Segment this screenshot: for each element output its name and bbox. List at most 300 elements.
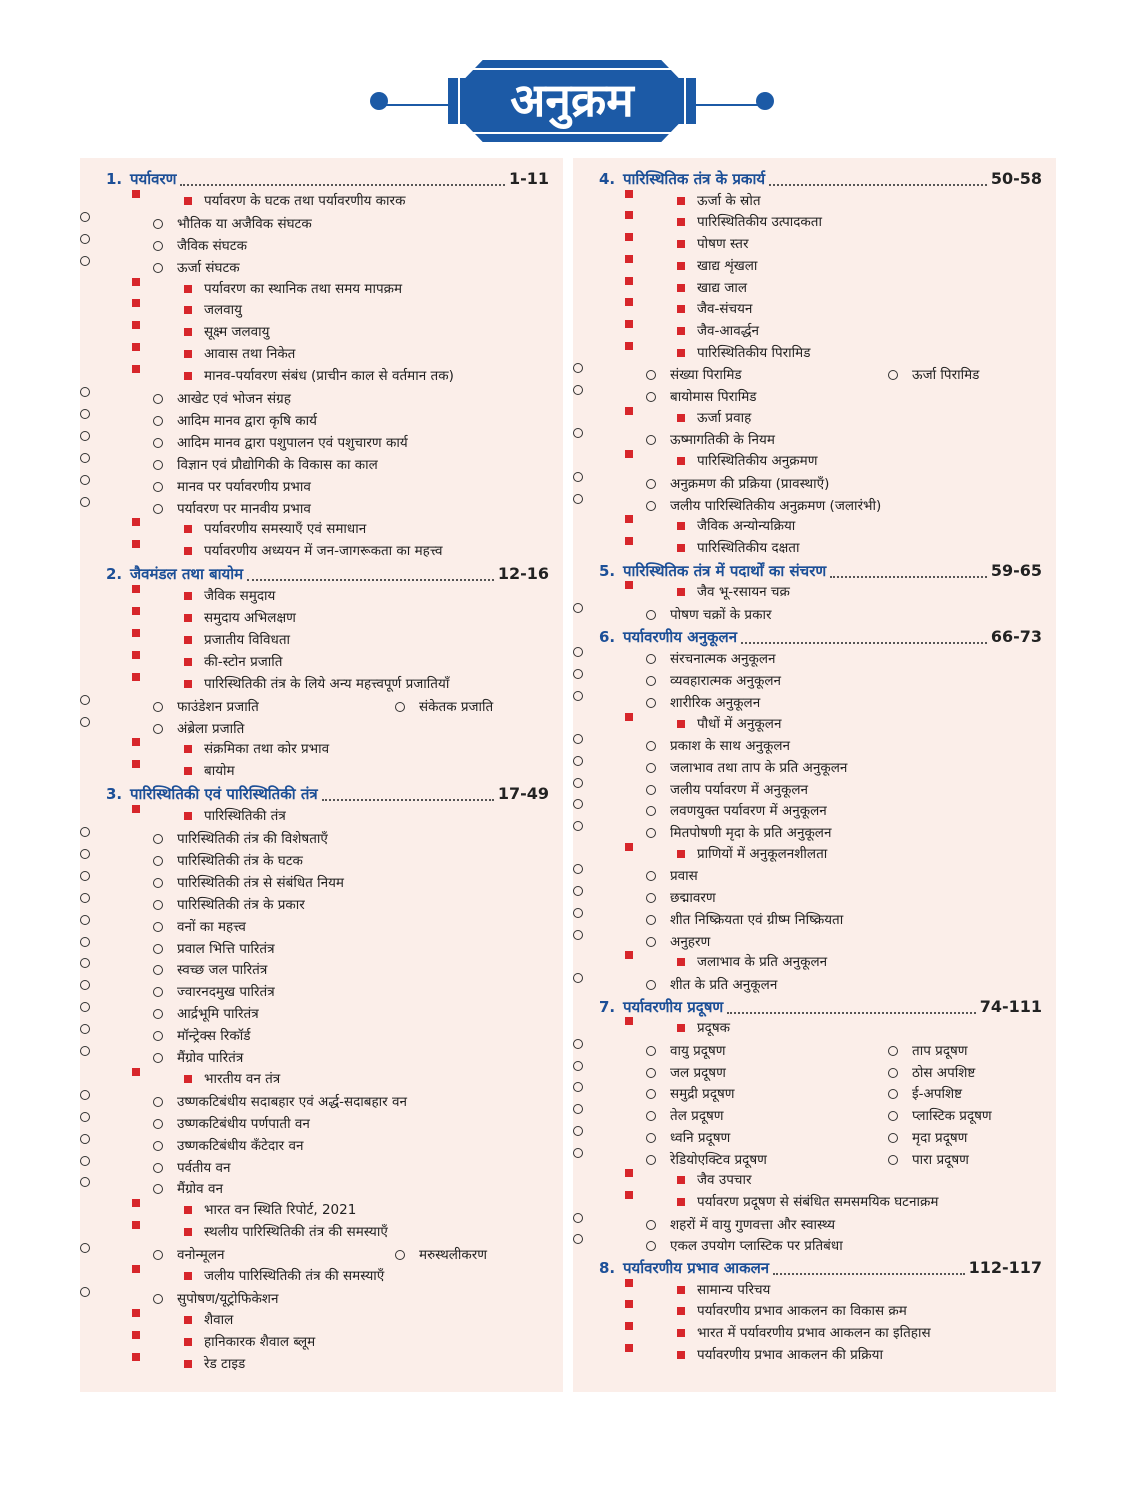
toc-item — [625, 1191, 939, 1210]
toc-item — [80, 717, 245, 737]
chapter-number: 5. — [599, 561, 616, 580]
toc-item — [625, 843, 828, 862]
toc-item-label: पर्यावरण का स्थानिक तथा समय मापक्रम — [204, 280, 403, 297]
toc-item — [132, 540, 443, 560]
chapter-title[interactable]: पारिस्थितिक तंत्र में पदार्थों का संचरण — [623, 561, 827, 580]
chapter-title[interactable]: पर्यावरणीय प्रभाव आकलन — [623, 1259, 770, 1277]
toc-item — [625, 342, 811, 361]
toc-item — [625, 1344, 883, 1363]
bullet-circle-icon — [153, 1163, 163, 1173]
toc-subitem-label: वनोन्मूलन — [177, 1247, 225, 1264]
toc-item-label: जलवायु — [204, 302, 243, 319]
chapter-title[interactable]: पर्यावरणीय प्रदूषण — [623, 997, 724, 1016]
toc-item — [132, 1353, 246, 1372]
bullet-square-icon — [677, 1286, 685, 1294]
toc-item-label: पौधों में अनुकूलन — [697, 715, 782, 732]
toc-item — [80, 980, 275, 1001]
toc-item-label: पारिस्थितिकीय पिरामिड — [697, 344, 811, 361]
chapter-pages: 66-73 — [990, 626, 1042, 646]
chapter-pages: 59-65 — [990, 560, 1042, 580]
toc-subitem-label: भौतिक या अजैविक संघटक — [177, 215, 312, 232]
toc-item — [80, 695, 494, 715]
toc-item — [573, 821, 832, 841]
leader-dots — [830, 576, 987, 578]
toc-item — [573, 385, 757, 405]
toc-subitem-label: सुपोषण/यूट्रोफिकेशन — [177, 1290, 279, 1307]
bullet-square-icon — [677, 457, 685, 465]
bullet-square-icon — [184, 372, 192, 380]
toc-item — [625, 581, 790, 601]
bullet-circle-icon — [646, 871, 656, 881]
leader-dots — [773, 1273, 965, 1275]
toc-item-label: भारत वन स्थिति रिपोर्ट, 2021 — [204, 1202, 357, 1219]
bullet-circle-icon — [153, 1097, 163, 1107]
toc-item-label: ऊर्जा के स्रोत — [697, 192, 761, 209]
toc-subitem-label: आदिम मानव द्वारा पशुपालन एवं पशुचारण कार्य — [177, 434, 408, 451]
toc-item — [573, 1039, 968, 1059]
bullet-square-icon — [677, 262, 685, 270]
bullet-circle-icon — [153, 987, 163, 997]
toc-item — [573, 1234, 843, 1255]
toc-item — [132, 518, 367, 538]
bullet-circle-icon — [888, 1133, 898, 1143]
bullet-circle-icon — [646, 1220, 656, 1230]
toc-subitem-label: पारा प्रदूषण — [912, 1151, 969, 1168]
toc-item — [573, 886, 716, 907]
toc-item — [80, 1024, 251, 1045]
toc-item — [80, 1002, 259, 1023]
toc-item — [625, 298, 753, 318]
toc-item — [573, 603, 772, 623]
page-title: अनुक्रम — [510, 73, 634, 127]
bullet-circle-icon — [646, 479, 656, 489]
toc-item — [80, 1243, 488, 1264]
bullet-circle-icon — [153, 1031, 163, 1041]
bullet-circle-icon — [153, 438, 163, 448]
toc-item-label: ऊर्जा प्रवाह — [697, 409, 752, 426]
toc-item-label: जैव-आवर्द्धन — [697, 322, 759, 339]
toc-item-label: पर्यावरणीय अध्ययन में जन-जागरूकता का महत्त्व — [204, 543, 443, 560]
bullet-circle-icon — [153, 1294, 163, 1304]
toc-item — [625, 1017, 731, 1037]
toc-item — [80, 827, 328, 847]
toc-subitem-label: प्रवास — [670, 868, 698, 885]
bullet-circle-icon — [646, 1241, 656, 1251]
toc-item — [80, 1177, 223, 1198]
toc-item — [625, 277, 748, 296]
chapter-title[interactable]: पर्यावरणीय अनुकूलन — [623, 627, 738, 646]
toc-item-label: भारतीय वन तंत्र — [204, 1070, 281, 1087]
bullet-square-icon — [184, 1360, 192, 1368]
toc-item-label: पर्यावरण के घटक तथा पर्यावरणीय कारक — [204, 192, 406, 209]
toc-item — [132, 343, 296, 363]
bullet-square-icon — [677, 720, 685, 728]
chapter-number: 8. — [599, 1259, 616, 1277]
toc-item — [80, 937, 275, 957]
bullet-circle-icon — [646, 785, 656, 795]
chapter-number: 2. — [106, 565, 123, 584]
toc-item — [80, 1134, 304, 1154]
toc-item — [625, 1169, 752, 1189]
contents-column-right — [573, 158, 1056, 1392]
bullet-square-icon — [677, 327, 685, 335]
bullet-circle-icon — [395, 702, 405, 712]
bullet-circle-icon — [153, 965, 163, 975]
bullet-square-icon — [677, 349, 685, 357]
toc-item — [625, 515, 796, 535]
toc-subitem-label: फाउंडेशन प्रजाति — [177, 698, 259, 715]
toc-item — [573, 1213, 836, 1233]
toc-item — [132, 299, 243, 319]
toc-item — [80, 431, 408, 451]
chapter-row[interactable] — [573, 1257, 1056, 1279]
toc-subitem-label: मैंग्रोव वन — [177, 1181, 223, 1198]
toc-item — [573, 1104, 992, 1125]
leader-dots — [769, 184, 987, 186]
toc-subitem-label: जैविक संघटक — [177, 237, 247, 254]
bullet-circle-icon — [646, 828, 656, 838]
bullet-square-icon — [184, 1206, 192, 1214]
toc-subitem-label: तेल प्रदूषण — [670, 1108, 724, 1125]
toc-item — [625, 255, 758, 274]
bullet-square-icon — [184, 614, 192, 622]
toc-item-label: खाद्य जाल — [697, 279, 748, 296]
toc-item — [573, 908, 844, 928]
toc-item-label: समुदाय अभिलक्षण — [204, 610, 296, 626]
toc-subitem-label: मानव पर पर्यावरणीय प्रभाव — [177, 478, 311, 495]
bullet-square-icon — [677, 240, 685, 248]
toc-item — [625, 211, 822, 231]
toc-item — [132, 321, 270, 341]
chapter-number: 1. — [106, 170, 123, 188]
contents-column-left — [80, 158, 563, 1392]
toc-subitem-label: आर्द्रभूमि पारितंत्र — [177, 1006, 259, 1023]
bullet-square-icon — [184, 350, 192, 358]
bullet-square-icon — [184, 525, 192, 533]
bullet-circle-icon — [153, 702, 163, 712]
toc-item-label: पर्यावरणीय प्रभाव आकलन का विकास क्रम — [697, 1303, 907, 1320]
toc-item — [573, 973, 778, 993]
toc-item — [573, 494, 882, 514]
toc-item — [132, 607, 296, 626]
toc-item — [625, 537, 800, 556]
bullet-circle-icon — [153, 856, 163, 866]
toc-subitem-label: जलाभाव तथा ताप के प्रति अनुकूलन — [670, 759, 848, 776]
toc-item — [80, 1287, 279, 1307]
bullet-square-icon — [184, 285, 192, 293]
toc-item — [573, 799, 827, 820]
bullet-circle-icon — [153, 263, 163, 273]
toc-subitem-label: पारिस्थितिकी तंत्र के प्रकार — [177, 896, 305, 913]
bullet-square-icon — [677, 197, 685, 205]
bullet-circle-icon — [153, 1119, 163, 1129]
chapter-title[interactable]: पारिस्थितिकी एवं पारिस्थितिकी तंत्र — [130, 785, 318, 804]
toc-subitem-label: वायु प्रदूषण — [670, 1043, 726, 1059]
banner-knob-right — [756, 92, 774, 110]
toc-item — [80, 234, 247, 254]
leader-dots — [727, 1012, 976, 1014]
toc-subitem-label: लवणयुक्त पर्यावरण में अनुकूलन — [670, 803, 827, 820]
toc-subitem-label: रेडियोएक्टिव प्रदूषण — [670, 1151, 767, 1168]
toc-item — [80, 1046, 244, 1066]
toc-item — [80, 387, 291, 407]
toc-item — [625, 190, 761, 209]
bullet-square-icon — [677, 1198, 685, 1206]
bullet-circle-icon — [646, 1089, 656, 1099]
toc-subitem-label: संख्या पिरामिड — [670, 367, 742, 384]
bullet-circle-icon — [646, 1111, 656, 1121]
chapter-pages: 12-16 — [497, 564, 549, 584]
bullet-circle-icon — [646, 370, 656, 380]
bullet-square-icon — [184, 680, 192, 688]
toc-item — [132, 1199, 357, 1219]
toc-subitem-label: ध्वनि प्रदूषण — [670, 1129, 731, 1146]
toc-subitem-label: ऊष्मागतिकी के नियम — [670, 432, 775, 449]
toc-item — [132, 629, 291, 648]
toc-subitem-label: पर्वतीय वन — [177, 1159, 231, 1176]
toc-item — [573, 647, 776, 668]
toc-item — [573, 363, 980, 384]
toc-item — [132, 1068, 281, 1087]
toc-subitem-label: संरचनात्मक अनुकूलन — [670, 651, 776, 668]
bullet-circle-icon — [153, 504, 163, 514]
toc-item-label: प्रजातीय विविधता — [204, 631, 291, 648]
bullet-circle-icon — [646, 806, 656, 816]
bullet-circle-icon — [153, 219, 163, 229]
toc-item-label: जैविक समुदाय — [204, 588, 276, 605]
bullet-square-icon — [184, 306, 192, 314]
bullet-circle-icon — [646, 1155, 656, 1165]
bullet-circle-icon — [153, 241, 163, 251]
toc-item — [132, 365, 454, 385]
toc-item — [625, 233, 749, 253]
toc-subitem-label: अनुक्रमण की प्रक्रिया (प्रावस्थाएँ) — [670, 475, 830, 492]
chapter-row[interactable] — [80, 783, 563, 805]
toc-item-label: रेड टाइड — [204, 1355, 246, 1372]
bullet-circle-icon — [646, 698, 656, 708]
toc-item — [80, 1112, 310, 1132]
bullet-square-icon — [184, 328, 192, 336]
toc-item — [132, 1265, 385, 1284]
bullet-square-icon — [184, 812, 192, 820]
toc-item-label: पर्यावरणीय समस्याएँ एवं समाधान — [204, 521, 367, 538]
toc-item-label: स्थलीय पारिस्थितिकी तंत्र की समस्याएँ — [204, 1224, 388, 1241]
bullet-circle-icon — [646, 501, 656, 511]
toc-subitem-label: छद्मावरण — [670, 890, 716, 907]
chapter-title[interactable]: पारिस्थितिक तंत्र के प्रकार्य — [623, 170, 766, 188]
chapter-row[interactable] — [573, 626, 1056, 648]
bullet-circle-icon — [888, 1155, 898, 1165]
toc-item — [573, 778, 809, 798]
bullet-circle-icon — [888, 1046, 898, 1056]
toc-item-label: पारिस्थितिकी तंत्र — [204, 808, 286, 825]
chapter-row[interactable] — [80, 168, 563, 190]
toc-item — [80, 958, 268, 979]
bullet-square-icon — [184, 1338, 192, 1346]
toc-subitem-label: ऊर्जा संघटक — [177, 259, 240, 276]
bullet-square-icon — [677, 522, 685, 530]
toc-item-label: पारिस्थितिकीय अनुक्रमण — [697, 453, 818, 470]
toc-subitem-label: समुद्री प्रदूषण — [670, 1086, 735, 1103]
bullet-circle-icon — [888, 370, 898, 380]
toc-subitem-label: उष्णकटिबंधीय पर्णपाती वन — [177, 1115, 310, 1132]
toc-subitem-label: मैंग्रोव पारितंत्र — [177, 1050, 244, 1066]
bullet-square-icon — [184, 1228, 192, 1236]
bullet-square-icon — [677, 588, 685, 596]
toc-subitem-label: एकल उपयोग प्लास्टिक पर प्रतिबंधा — [670, 1238, 843, 1255]
bullet-circle-icon — [646, 893, 656, 903]
bullet-square-icon — [677, 1329, 685, 1337]
toc-subitem-label: ऊर्जा पिरामिड — [912, 367, 980, 384]
toc-subitem-label: ई-अपशिष्ट — [912, 1086, 963, 1103]
bullet-circle-icon — [153, 1141, 163, 1151]
toc-subitem-label: मरुस्थलीकरण — [419, 1247, 488, 1264]
bullet-square-icon — [677, 414, 685, 422]
toc-item-label: शैवाल — [204, 1311, 234, 1328]
toc-subitem-label: व्यवहारात्मक अनुकूलन — [670, 673, 781, 690]
toc-subitem-label: मितपोषणी मृदा के प्रति अनुकूलन — [670, 825, 832, 841]
toc-item-label: सूक्ष्म जलवायु — [204, 324, 270, 341]
toc-item — [132, 805, 286, 825]
toc-item — [80, 849, 303, 869]
toc-item — [80, 1156, 231, 1176]
bullet-circle-icon — [153, 1009, 163, 1019]
bullet-square-icon — [184, 636, 192, 644]
toc-item — [132, 585, 276, 605]
toc-item — [573, 734, 791, 755]
bullet-square-icon — [184, 547, 192, 555]
toc-item — [132, 651, 283, 670]
toc-subitem-label: पारिस्थितिकी तंत्र के घटक — [177, 852, 303, 869]
bullet-circle-icon — [153, 878, 163, 888]
chapter-pages: 50-58 — [990, 169, 1042, 188]
bullet-circle-icon — [153, 416, 163, 426]
bullet-circle-icon — [646, 937, 656, 947]
toc-item — [573, 756, 848, 776]
toc-item-label: बायोम — [204, 763, 235, 780]
chapter-row[interactable] — [573, 996, 1056, 1018]
chapter-row[interactable] — [573, 560, 1056, 582]
toc-item-label: जलाभाव के प्रति अनुकूलन — [697, 954, 828, 971]
bullet-square-icon — [184, 745, 192, 753]
bullet-circle-icon — [646, 435, 656, 445]
toc-subitem-label: शहरों में वायु गुणवत्ता और स्वास्थ्य — [670, 1216, 836, 1233]
toc-item — [573, 691, 761, 711]
chapter-number: 3. — [106, 785, 123, 804]
bullet-circle-icon — [646, 392, 656, 402]
toc-subitem-label: शीत के प्रति अनुकूलन — [670, 976, 778, 993]
toc-item-label: पर्यावरण प्रदूषण से संबंधित समसमयिक घटनाक्रम — [697, 1193, 939, 1210]
toc-item — [132, 738, 330, 758]
bullet-circle-icon — [153, 394, 163, 404]
toc-item — [573, 864, 698, 885]
toc-item — [132, 1331, 316, 1350]
chapter-title[interactable]: पर्यावरण — [130, 170, 177, 188]
toc-item — [625, 1322, 931, 1342]
title-banner — [370, 60, 774, 142]
bullet-square-icon — [677, 544, 685, 552]
bullet-circle-icon — [153, 1053, 163, 1063]
toc-subitem-label: विज्ञान एवं प्रौद्योगिकी के विकास का काल — [177, 456, 378, 473]
bullet-circle-icon — [888, 1068, 898, 1078]
toc-subitem-label: पारिस्थितिकी तंत्र की विशेषताएँ — [177, 831, 328, 847]
bullet-square-icon — [677, 284, 685, 292]
toc-subitem-label: प्रकाश के साथ अनुकूलन — [670, 738, 791, 755]
toc-subitem-label: बायोमास पिरामिड — [670, 389, 757, 405]
toc-subitem-label: ज्वारनदमुख पारितंत्र — [177, 984, 275, 1001]
toc-item — [132, 190, 406, 209]
toc-subitem-label: उष्णकटिबंधीय कँटेदार वन — [177, 1137, 304, 1154]
chapter-row[interactable] — [573, 168, 1056, 190]
chapter-row[interactable] — [80, 563, 563, 585]
toc-subitem-label: पारिस्थितिकी तंत्र से संबंधित नियम — [177, 874, 345, 891]
chapter-title[interactable]: जैवमंडल तथा बायोम — [130, 565, 244, 584]
bullet-square-icon — [677, 305, 685, 313]
toc-item — [573, 472, 830, 492]
leader-dots — [247, 579, 494, 581]
bullet-circle-icon — [646, 980, 656, 990]
toc-item — [625, 1279, 771, 1298]
toc-subitem-label: उष्णकटिबंधीय सदाबहार एवं अर्द्ध-सदाबहार वन — [177, 1093, 407, 1110]
toc-subitem-label: आदिम मानव द्वारा कृषि कार्य — [177, 412, 317, 429]
toc-subitem-label: शारीरिक अनुकूलन — [670, 694, 761, 711]
toc-subitem-label: जल प्रदूषण — [670, 1064, 726, 1081]
bullet-square-icon — [184, 1316, 192, 1324]
bullet-circle-icon — [646, 915, 656, 925]
toc-subitem-label: प्लास्टिक प्रदूषण — [912, 1108, 992, 1125]
bullet-circle-icon — [153, 834, 163, 844]
toc-item-label: की-स्टोन प्रजाति — [204, 653, 283, 670]
bullet-square-icon — [677, 1307, 685, 1315]
toc-item — [80, 893, 305, 913]
chapter-number: 4. — [599, 170, 616, 188]
bullet-square-icon — [677, 1024, 685, 1032]
toc-item — [132, 278, 403, 297]
toc-item — [80, 871, 345, 891]
toc-subitem-label: ताप प्रदूषण — [912, 1043, 968, 1059]
toc-item — [80, 256, 240, 276]
bullet-square-icon — [677, 1176, 685, 1184]
bullet-circle-icon — [153, 922, 163, 932]
toc-item — [573, 930, 711, 950]
toc-item-label: जैविक अन्योन्यक्रिया — [697, 518, 796, 535]
toc-item-label: पारिस्थितिकीय दक्षता — [697, 539, 800, 556]
toc-subitem-label: अनुहरण — [670, 933, 711, 950]
toc-item-label: भारत में पर्यावरणीय प्रभाव आकलन का इतिहास — [697, 1325, 931, 1342]
bullet-square-icon — [677, 218, 685, 226]
toc-item-label: जलीय पारिस्थितिकी तंत्र की समस्याएँ — [204, 1268, 385, 1284]
toc-subitem-label: अंब्रेला प्रजाति — [177, 720, 245, 737]
toc-subitem-label: प्रवाल भित्ति पारितंत्र — [177, 940, 275, 957]
leader-dots — [741, 642, 987, 644]
toc-item-label: पारिस्थितिकीय उत्पादकता — [697, 214, 822, 231]
toc-item — [132, 1309, 234, 1328]
bullet-circle-icon — [646, 654, 656, 664]
toc-item-label: मानव-पर्यावरण संबंध (प्राचीन काल से वर्तमान तक) — [204, 368, 454, 385]
toc-item-label: पोषण स्तर — [697, 236, 749, 253]
bullet-square-icon — [184, 197, 192, 205]
toc-item — [80, 453, 378, 473]
toc-item — [573, 669, 781, 690]
toc-subitem-label: शीत निष्क्रियता एवं ग्रीष्म निष्क्रियता — [670, 911, 844, 928]
toc-subitem-label: वनों का महत्त्व — [177, 918, 246, 935]
leader-dots — [322, 799, 494, 801]
toc-item-label: हानिकारक शैवाल ब्लूम — [204, 1333, 316, 1350]
toc-subitem-label: पर्यावरण पर मानवीय प्रभाव — [177, 500, 311, 517]
toc-subitem-label: आखेट एवं भोजन संग्रह — [177, 391, 291, 407]
bullet-square-icon — [184, 592, 192, 600]
toc-item — [80, 212, 312, 232]
